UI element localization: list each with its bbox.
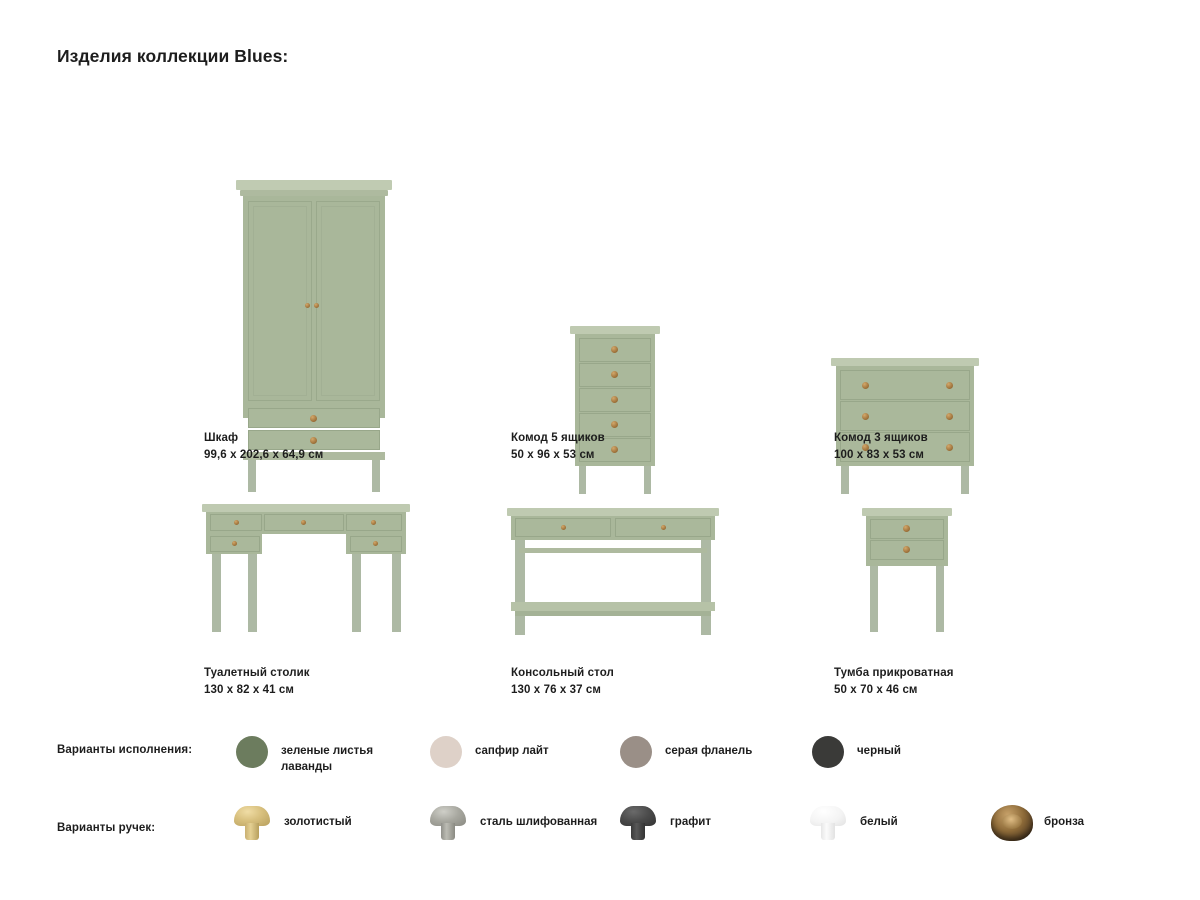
product-dims: 130 х 76 х 37 см bbox=[511, 684, 602, 696]
finish-option-label: серая фланель bbox=[665, 745, 753, 757]
knob-icon[interactable] bbox=[228, 800, 276, 848]
finish-option-black[interactable] bbox=[812, 736, 901, 768]
knob-icon[interactable] bbox=[988, 800, 1036, 848]
handle-options-label: Варианты ручек: bbox=[57, 822, 156, 834]
finish-swatch[interactable] bbox=[620, 736, 652, 768]
product-image-wardrobe bbox=[198, 88, 528, 398]
handle-option-label: белый bbox=[860, 816, 898, 828]
product-card-nightstand bbox=[828, 490, 1158, 696]
product-image-nightstand bbox=[828, 490, 1158, 650]
product-card-dressing-table bbox=[198, 490, 528, 696]
handle-option-label: сталь шлифованная bbox=[480, 816, 598, 828]
product-card-wardrobe bbox=[198, 88, 528, 461]
product-caption-dressing-table bbox=[204, 665, 310, 699]
product-card-chest5 bbox=[505, 88, 835, 461]
handle-option-label: золотистый bbox=[284, 816, 352, 828]
handle-option-brushed-steel[interactable] bbox=[424, 800, 597, 848]
finish-options-label: Варианты исполнения: bbox=[57, 744, 193, 756]
product-dims: 100 х 83 х 53 см bbox=[834, 449, 925, 461]
page-title: Изделия коллекции Blues: bbox=[57, 46, 289, 66]
knob-icon[interactable] bbox=[614, 800, 662, 848]
product-dims: 130 х 82 х 41 см bbox=[204, 684, 295, 696]
product-caption-chest5 bbox=[511, 430, 605, 464]
product-dims: 50 х 70 х 46 см bbox=[834, 684, 918, 696]
finish-swatch[interactable] bbox=[236, 736, 268, 768]
product-image-dressing-table bbox=[198, 490, 528, 650]
product-caption-nightstand bbox=[834, 665, 954, 699]
finish-option-label: зеленые листья лаванды bbox=[281, 745, 374, 773]
handle-option-label: графит bbox=[670, 816, 711, 828]
finish-option-green[interactable] bbox=[236, 736, 401, 775]
handle-option-label: бронза bbox=[1044, 816, 1085, 828]
product-card-chest3 bbox=[828, 88, 1158, 461]
handle-option-white[interactable] bbox=[804, 800, 898, 848]
product-caption-chest3 bbox=[834, 430, 928, 464]
product-name: Консольный стол bbox=[511, 667, 614, 679]
product-name: Шкаф bbox=[204, 432, 239, 444]
product-name: Туалетный столик bbox=[204, 667, 310, 679]
product-name: Тумба прикроватная bbox=[834, 667, 954, 679]
finish-option-label: черный bbox=[857, 745, 901, 757]
handle-option-graphite[interactable] bbox=[614, 800, 711, 848]
handle-option-gold[interactable] bbox=[228, 800, 352, 848]
product-name: Комод 3 ящиков bbox=[834, 432, 928, 444]
finish-swatch[interactable] bbox=[812, 736, 844, 768]
product-image-console bbox=[505, 490, 835, 650]
product-caption-console bbox=[511, 665, 614, 699]
product-card-console bbox=[505, 490, 835, 696]
handle-option-bronze[interactable] bbox=[988, 800, 1084, 848]
finish-option-sapphire-light[interactable] bbox=[430, 736, 549, 768]
knob-icon[interactable] bbox=[804, 800, 852, 848]
finish-swatch[interactable] bbox=[430, 736, 462, 768]
product-caption-wardrobe bbox=[204, 430, 323, 464]
product-name: Комод 5 ящиков bbox=[511, 432, 605, 444]
product-dims: 50 х 96 х 53 см bbox=[511, 449, 595, 461]
product-image-chest5 bbox=[505, 88, 835, 398]
finish-option-grey-flannel[interactable] bbox=[620, 736, 752, 768]
knob-icon[interactable] bbox=[424, 800, 472, 848]
finish-option-label: сапфир лайт bbox=[475, 745, 549, 757]
product-image-chest3 bbox=[828, 88, 1158, 398]
product-dims: 99,6 х 202,6 х 64,9 см bbox=[204, 449, 324, 461]
